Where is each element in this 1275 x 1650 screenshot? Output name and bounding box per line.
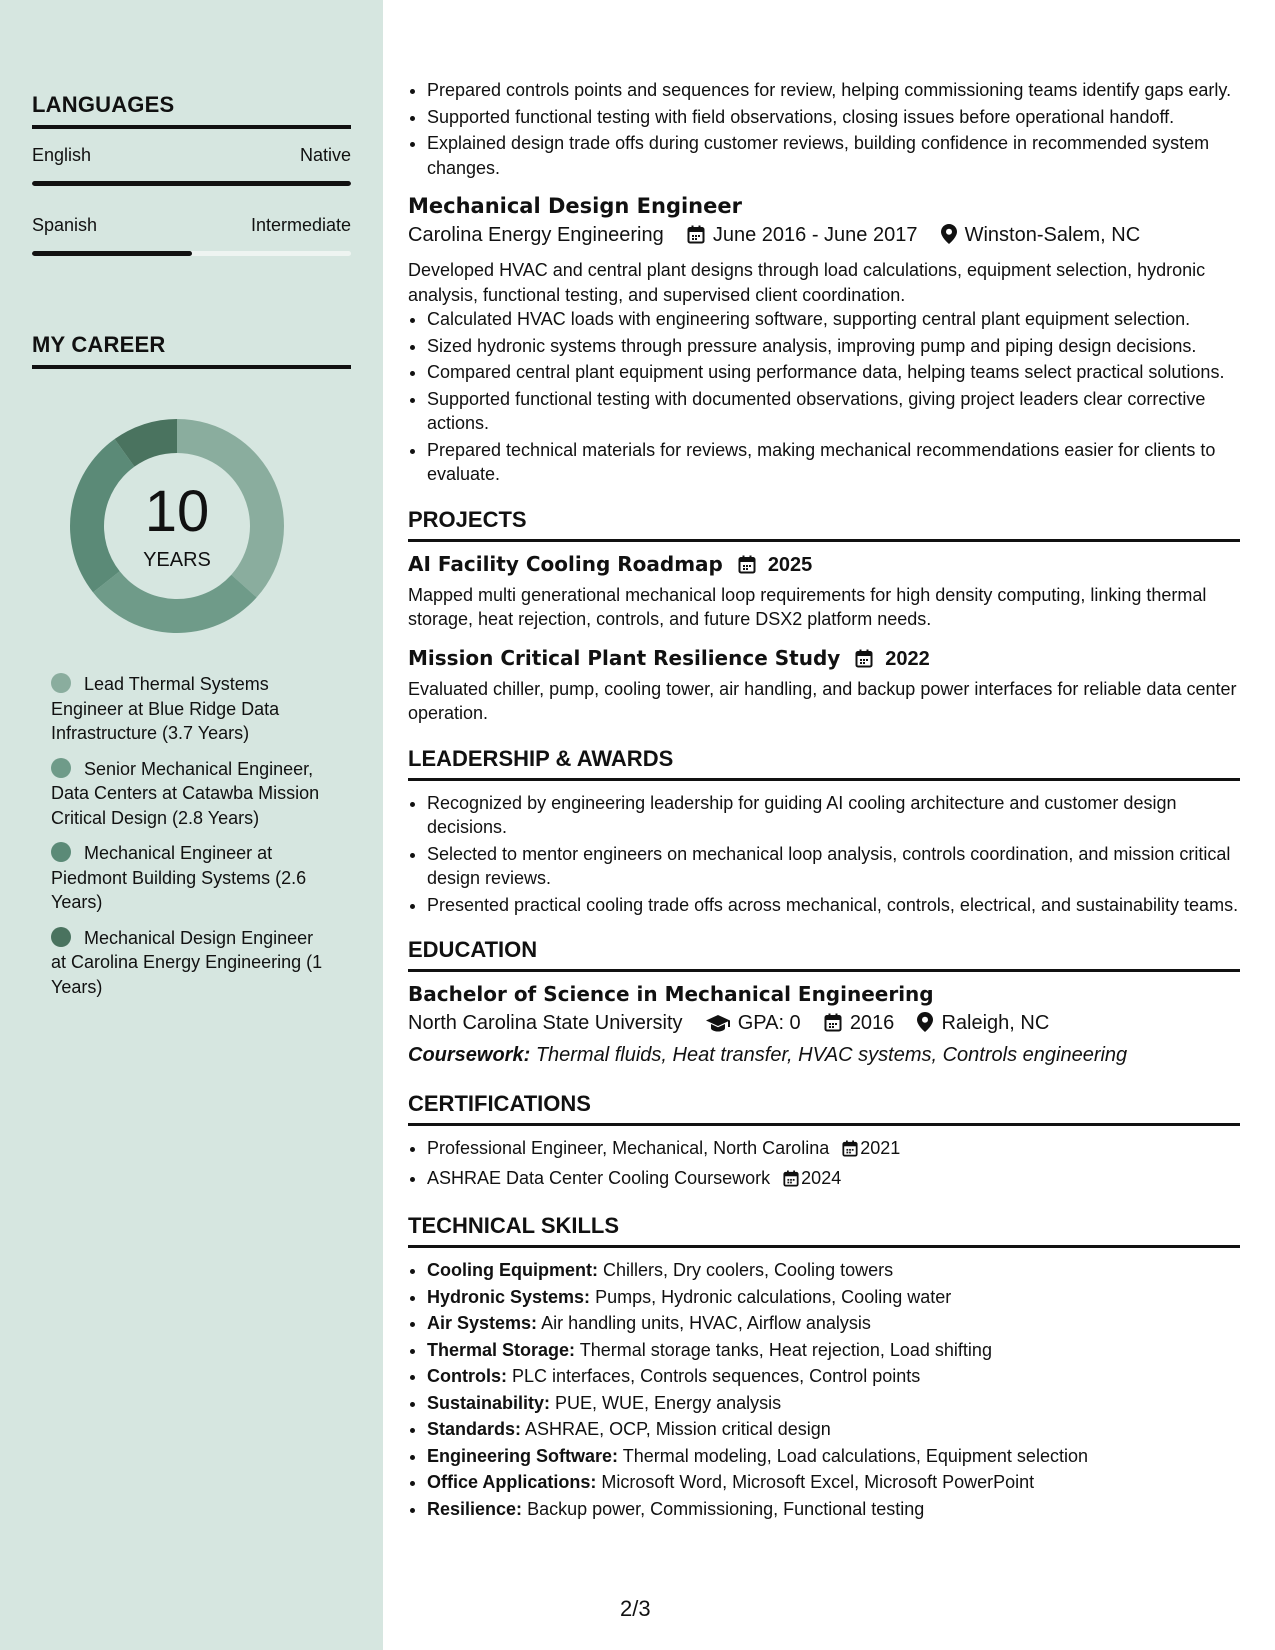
project-description: Mapped multi generational mechanical loop requirements for high density computing, linking thermal storage, heat rejection, controls, and future DSX2 platform needs. — [408, 584, 1207, 629]
skill-values: Air handling units, HVAC, Airflow analysis — [541, 1313, 871, 1333]
skills-heading: TECHNICAL SKILLS — [408, 1213, 1240, 1248]
project-title-row — [408, 646, 1240, 673]
certification-year: 2024 — [801, 1167, 842, 1188]
skill-values: Pumps, Hydronic calculations, Cooling water — [595, 1286, 952, 1307]
project-year: 2025 — [767, 553, 813, 576]
bullet-item: • Explained design trade offs during customer reviews, building confidence in recommended system changes. — [427, 131, 1240, 180]
page-number: 2/3 — [620, 1596, 651, 1621]
skill-item — [427, 1417, 1240, 1442]
language-proficiency-bar — [32, 181, 351, 186]
graduation-cap-icon — [706, 1014, 730, 1038]
career-total-years: 10 — [144, 479, 210, 544]
bullet-item: • Prepared controls points and sequences for review, helping commissioning teams identify gaps early. — [427, 78, 1240, 103]
skill-category: Hydronic Systems: — [427, 1286, 591, 1307]
skill-values: ASHRAE, OCP, Mission critical design — [525, 1419, 831, 1439]
job-meta — [408, 224, 1240, 250]
calendar-icon — [855, 649, 873, 673]
skill-item — [427, 1444, 1240, 1469]
skill-item — [427, 1285, 1240, 1310]
degree-title: Bachelor of Science in Mechanical Engineering — [408, 982, 934, 1006]
skill-values: Backup power, Commissioning, Functional testing — [527, 1498, 925, 1519]
leadership-heading: LEADERSHIP & AWARDS — [408, 746, 1240, 781]
calendar-icon — [738, 555, 756, 579]
main-content — [408, 78, 1240, 1523]
skill-item — [427, 1364, 1240, 1389]
career-item-text: Lead Thermal Systems Engineer at Blue Ridge Data Infrastructure (3.7 Years) — [51, 674, 280, 743]
skill-values: PUE, WUE, Energy analysis — [555, 1392, 782, 1413]
career-section — [32, 332, 351, 369]
skill-category: Controls: — [427, 1366, 507, 1386]
calendar-icon — [842, 1139, 858, 1164]
bullet-item: • Compared central plant equipment using performance data, helping teams select practical solutions. — [427, 360, 1240, 385]
skill-category: Standards: — [427, 1419, 522, 1439]
career-item — [51, 672, 331, 746]
certification-list — [408, 1136, 1240, 1193]
career-list — [51, 672, 331, 1010]
skill-item — [427, 1311, 1240, 1336]
calendar-icon — [687, 225, 705, 250]
education-meta — [408, 1012, 1240, 1038]
career-item — [51, 841, 331, 915]
certification-year: 2021 — [860, 1138, 901, 1158]
map-pin-icon — [917, 1012, 933, 1038]
language-level: Native — [299, 145, 351, 165]
coursework-label: Coursework: — [408, 1044, 531, 1066]
skill-category: Office Applications: — [427, 1472, 597, 1492]
job-bullets — [408, 307, 1240, 487]
bullet-item: • Supported functional testing with field observations, closing issues before operational handoff. — [427, 105, 1240, 130]
career-dot-icon — [51, 842, 71, 862]
job-location: Winston-Salem, NC — [964, 224, 1141, 246]
project-year: 2022 — [885, 647, 930, 670]
job-dates: June 2016 - June 2017 — [712, 224, 918, 246]
skill-item — [427, 1391, 1240, 1416]
language-name: English — [32, 145, 92, 165]
skill-item — [427, 1338, 1240, 1363]
language-proficiency-bar — [32, 251, 351, 256]
skill-values: PLC interfaces, Controls sequences, Control points — [512, 1366, 921, 1386]
language-row — [32, 129, 351, 199]
school-name: North Carolina State University — [408, 1012, 683, 1034]
skill-category: Air Systems: — [427, 1313, 538, 1333]
language-proficiency-fill — [32, 181, 351, 186]
language-row — [32, 199, 351, 269]
bullet-item: • Presented practical cooling trade offs across mechanical, controls, electrical, and sustainability teams. — [427, 893, 1240, 918]
certification-name: ASHRAE Data Center Cooling Coursework — [427, 1167, 771, 1188]
career-years-label: YEARS — [143, 549, 211, 571]
career-item — [51, 926, 331, 1000]
certification-name: Professional Engineer, Mechanical, North Carolina — [427, 1138, 830, 1158]
skill-category: Sustainability: — [427, 1392, 551, 1413]
project-title-row — [408, 552, 1240, 579]
languages-heading: LANGUAGES — [32, 92, 351, 129]
skill-category: Engineering Software: — [427, 1445, 619, 1466]
skill-item — [427, 1470, 1240, 1495]
projects-heading: PROJECTS — [408, 507, 1240, 542]
languages-section — [32, 92, 351, 269]
previous-job-bullets — [408, 78, 1240, 180]
skill-values: Chillers, Dry coolers, Cooling towers — [603, 1260, 894, 1280]
career-item-text: Mechanical Engineer at Piedmont Building Systems (2.6 Years) — [51, 843, 307, 912]
job-description: Developed HVAC and central plant designs through load calculations, equipment selection, hydronic analysis, functional testing, and supervised client coordination. — [408, 260, 1206, 305]
education-year: 2016 — [849, 1012, 895, 1034]
job-company: Carolina Energy Engineering — [408, 224, 664, 246]
skill-category: Thermal Storage: — [427, 1339, 576, 1360]
certification-item — [427, 1136, 1240, 1164]
bullet-item: • Selected to mentor engineers on mechanical loop analysis, controls coordination, and mission critical design reviews. — [427, 842, 1240, 891]
career-item-text: Senior Mechanical Engineer, Data Centers at Catawba Mission Critical Design (2.8 Years) — [51, 758, 320, 828]
skill-values: Microsoft Word, Microsoft Excel, Microsoft PowerPoint — [601, 1472, 1035, 1492]
career-dot-icon — [51, 673, 71, 693]
language-name: Spanish — [32, 215, 98, 235]
skill-values: Thermal storage tanks, Heat rejection, Load shifting — [579, 1339, 992, 1360]
career-item — [51, 757, 331, 831]
skill-category: Cooling Equipment: — [427, 1260, 598, 1280]
bullet-item: • Prepared technical materials for reviews, making mechanical recommendations easier for clients to evaluate. — [427, 438, 1240, 487]
bullet-item: • Calculated HVAC loads with engineering software, supporting central plant equipment selection. — [427, 307, 1240, 332]
career-item-text: Mechanical Design Engineer at Carolina Energy Engineering (1 Years) — [51, 927, 323, 997]
education-gpa: GPA: 0 — [737, 1012, 801, 1034]
career-donut-chart — [64, 413, 290, 639]
project-title: Mission Critical Plant Resilience Study — [408, 645, 841, 670]
job-title: Mechanical Design Engineer — [408, 194, 742, 218]
sidebar — [0, 0, 383, 1650]
language-proficiency-fill — [32, 251, 192, 256]
career-dot-icon — [51, 758, 71, 778]
coursework — [408, 1044, 1240, 1067]
career-donut-center — [64, 413, 290, 639]
calendar-icon — [824, 1013, 842, 1038]
bullet-item: • Recognized by engineering leadership for guiding AI cooling architecture and customer design decisions. — [427, 791, 1240, 840]
project-title: AI Facility Cooling Roadmap — [408, 551, 723, 576]
calendar-icon — [783, 1169, 799, 1194]
education-heading: EDUCATION — [408, 937, 1240, 972]
skill-item — [427, 1258, 1240, 1283]
map-pin-icon — [941, 224, 957, 250]
project-description: Evaluated chiller, pump, cooling tower, air handling, and backup power interfaces for reliable data center operation. — [408, 678, 1237, 723]
career-heading: MY CAREER — [32, 332, 351, 369]
skill-category: Resilience: — [427, 1498, 523, 1519]
bullet-item: • Supported functional testing with documented observations, giving project leaders clear corrective actions. — [427, 387, 1240, 436]
language-level: Intermediate — [250, 215, 351, 235]
skills-list — [408, 1258, 1240, 1521]
leadership-bullets — [408, 791, 1240, 918]
skill-item — [427, 1497, 1240, 1522]
coursework-list: Thermal fluids, Heat transfer, HVAC systems, Controls engineering — [535, 1044, 1128, 1066]
career-dot-icon — [51, 927, 71, 947]
skill-values: Thermal modeling, Load calculations, Equipment selection — [622, 1445, 1088, 1466]
bullet-item: • Sized hydronic systems through pressure analysis, improving pump and piping design decisions. — [427, 334, 1240, 359]
certification-item — [427, 1166, 1240, 1194]
certifications-heading: CERTIFICATIONS — [408, 1091, 1240, 1126]
education-location: Raleigh, NC — [941, 1012, 1050, 1034]
